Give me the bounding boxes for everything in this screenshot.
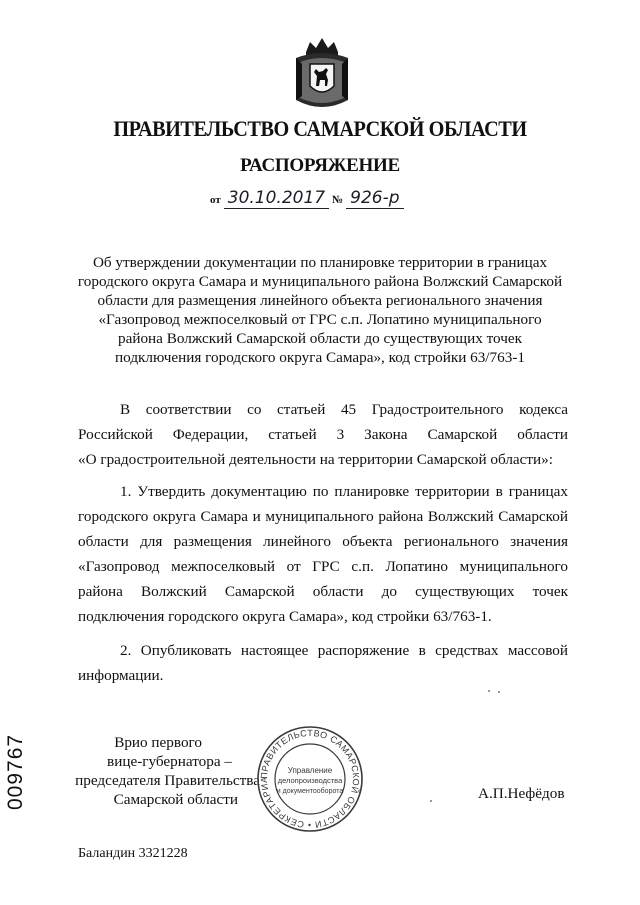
item-1-line: городского округа Самара и муниципального района Волжский Самарской <box>78 508 568 525</box>
item-1-line: «Газопровод межпоселковый от ГРС с.п. Лопатино муниципального <box>78 558 568 575</box>
basis-paragraph <box>78 397 568 472</box>
basis-line: «О градостроительной деятельности на территории Самарской области»: <box>78 451 553 468</box>
registration-number: 009767 <box>4 733 27 810</box>
official-stamp <box>255 724 365 834</box>
stamp-center-line: и документооборота <box>276 788 344 795</box>
basis-line: В соответствии со статьей 45 Градостроительного кодекса <box>120 401 568 418</box>
subject-line: Об утверждении документации по планировке территории в границах <box>92 254 548 271</box>
signer-name: А.П.Нефёдов <box>478 785 565 802</box>
number-prefix: № <box>332 194 344 206</box>
signer-position <box>70 733 260 809</box>
government-title: ПРАВИТЕЛЬСТВО САМАРСКОЙ ОБЛАСТИ <box>113 116 527 141</box>
scan-speck <box>488 690 490 692</box>
order-number: 926-р <box>346 188 403 209</box>
item-1-line: 1. Утвердить документацию по планировке территории в границах <box>120 483 568 500</box>
item-2-line: информации. <box>78 667 164 684</box>
item-2-paragraph <box>78 638 568 688</box>
subject-line: городского округа Самара и муниципального района Волжский Самарской <box>77 273 563 290</box>
signer-position-line: вице-губернатора – <box>107 753 232 770</box>
stamp-ring-text: ПРАВИТЕЛЬСТВО САМАРСКОЙ ОБЛАСТИ • СЕКРЕТАРИА <box>258 727 362 831</box>
date-number-line <box>210 188 404 208</box>
scan-speck <box>430 800 432 802</box>
item-1-paragraph <box>78 479 568 629</box>
date-prefix: от <box>210 194 221 206</box>
subject-line: «Газопровод межпоселковый от ГРС с.п. Лопатино муниципального <box>98 311 542 328</box>
item-1-line: области для размещения линейного объекта регионального значения <box>78 533 568 550</box>
stamp-center-line: Управление <box>287 766 333 775</box>
order-subject <box>70 253 570 367</box>
subject-line: района Волжский Самарской области до существующих точек <box>117 330 522 347</box>
item-1-line: района Волжский Самарской области до существующих точек <box>78 583 568 600</box>
signer-position-line: Врио первого <box>114 734 202 751</box>
signer-position-line: председателя Правительства <box>75 772 260 789</box>
scan-speck <box>498 691 500 693</box>
subject-line: области для размещения линейного объекта регионального значения <box>97 292 543 309</box>
item-2-line: 2. Опубликовать настоящее распоряжение в средствах массовой <box>120 642 568 659</box>
stamp-center-line: делопроизводства <box>277 776 343 785</box>
coat-of-arms-emblem <box>292 34 352 114</box>
signer-position-line: Самарской области <box>113 791 238 808</box>
executor-contact: Баландин 3321228 <box>78 846 188 861</box>
subject-line: подключения городского округа Самара», код стройки 63/763-1 <box>115 349 525 366</box>
order-date: 30.10.2017 <box>224 188 329 209</box>
document-type-title: РАСПОРЯЖЕНИЕ <box>240 155 400 176</box>
basis-line: Российской Федерации, статьей 3 Закона Самарской области <box>78 426 568 443</box>
item-1-line: подключения городского округа Самара», код стройки 63/763-1. <box>78 608 492 625</box>
